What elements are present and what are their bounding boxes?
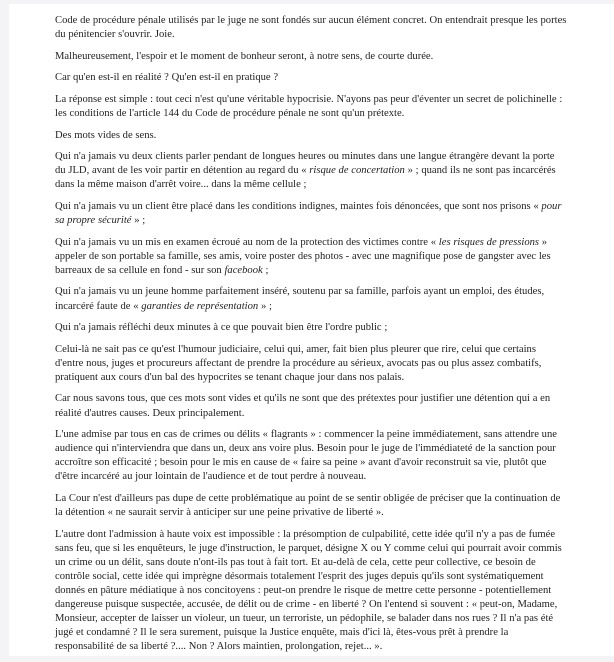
- paragraph: [55, 428, 567, 484]
- italic-text-run: pour sa propre sécurité: [55, 200, 562, 227]
- text-run: Car nous savons tous, que ces mots sont vides et qu'ils ne sont que des prétextes pour justifier une détention qui a en réalité d'autres causes. Deux principalement.: [55, 393, 551, 419]
- paragraph: [55, 321, 567, 335]
- paragraph: [55, 14, 567, 42]
- italic-text-run: les risques de pressions: [438, 236, 540, 248]
- paragraph: [55, 50, 567, 64]
- text-run: Qui n'a jamais vu un jeune homme parfaitement inséré, soutenu par sa famille, parfois ayant un emploi, des études, incarcéré faute de «: [55, 286, 545, 312]
- paragraph: [55, 236, 567, 278]
- text-run: » appeler de son portable sa famille, ses amis, voire poster des photos - avec une magnifique pose de gangster avec les barreaux de sa cellule en fond - sur son: [55, 236, 551, 276]
- text-run: Qui n'a jamais vu un mis en examen écroué au nom de la protection des victimes contre «: [55, 236, 439, 248]
- paragraph: [55, 71, 567, 85]
- text-run: ;: [262, 264, 269, 276]
- text-run: Qui n'a jamais vu deux clients parler pendant de longues heures ou minutes dans une langue étrangère devant la porte du JLD, avant de les voir partir en détention au regard du «: [55, 151, 555, 177]
- text-run: L'une admise par tous en cas de crimes ou délits « flagrants » : commencer la peine immédiatement, sans attendre une audience qui n'interviendra que dans un, deux ans voire plus. Besoin pour le juge de l'immédiateté de la sanction pour accroître son efficacité ; besoin pour le mis en cause de « faire sa peine » avant d'avoir reconstruit sa vie, plutôt que d'être incarcéré au jour lointain de l'audience et de tout perdre à nouveau.: [55, 429, 557, 483]
- text-run: Car qu'en est-il en réalité ? Qu'en est-il en pratique ?: [55, 72, 279, 84]
- text-run: L'autre dont l'admission à haute voix est impossible : la présomption de culpabilité, cette idée qu'il n'y a pas de fumée sans feu, que si les enquêteurs, le juge d'instruction, le parquet, désigne X ou Y comme celui qui pourrait avoir commis un crime ou un délit, sans doute n'ont-ils pas tout à fait tort. Et au-delà de cela, cette peur collective, ce besoin de contrôle social, cette idée qui imprègne désormais totalement l'esprit des juges depuis qu'ils sont systématiquement donnés en pâture médiatique à nos concitoyens : peut-on prendre le risque de mettre cette personne - potentiellement dangereuse puisque suspectée, accusée, de délit ou de crime - en liberté ? On l'entend si souvent : « peut-on, Madame, Monsieur, accepter de laisser un violeur, un tueur, un terroriste, un pédophile, se balader dans nos rues ? Il n'a pas été jugé et condamné ? Il le sera surement, puisque la Justice enquête, mais d'ici là, êtes-vous prêt à prendre la responsabilité de sa liberté ?.... Non ? Alors maintien, prolongation, rejet... ».: [55, 528, 562, 653]
- italic-text-run: facebook: [224, 264, 263, 276]
- text-run: » ;: [258, 300, 272, 312]
- paragraph: [55, 492, 567, 520]
- paragraph: [55, 285, 567, 313]
- document-body: [55, 14, 567, 662]
- paragraph: [55, 150, 567, 192]
- text-run: Celui-là ne sait pas ce qu'est l'humour judiciaire, celui qui, amer, fait bien plus pleurer que rire, celui que certains d'entre nous, juges et procureurs affectant de prendre la procédure au sérieux, avocats pas ou plus assez combatifs, pratiquent aux cours d'un bal des hypocrites se tenant chaque jour dans nos palais.: [55, 343, 542, 383]
- text-run: » ; quand ils ne sont pas incarcérés dans la même maison d'arrêt voire... dans la même cellule ;: [55, 165, 556, 191]
- paragraph: [55, 343, 567, 385]
- text-run: Code de procédure pénale utilisés par le juge ne sont fondés sur aucun élément concret. On entendrait presque les portes du pénitencier s'ouvrir. Joie.: [55, 15, 567, 41]
- text-run: La réponse est simple : tout ceci n'est qu'une véritable hypocrisie. N'ayons pas peur d'éventer un secret de polichinelle : les conditions de l'article 144 du Code de procédure pénale ne sont qu'un prétexte.: [55, 93, 563, 119]
- text-run: La Cour n'est d'ailleurs pas dupe de cette problématique au point de se sentir obligée de préciser que la continuation de la détention « ne saurait servir à anticiper sur une peine privative de liberté ».: [55, 493, 561, 519]
- paragraph: [55, 528, 567, 655]
- text-run: Qui n'a jamais réfléchi deux minutes à ce que pouvait bien être l'ordre public ;: [55, 322, 388, 334]
- paragraph: [55, 129, 567, 143]
- text-run: Qui n'a jamais vu un client être placé dans les conditions indignes, maintes fois dénoncées, que sont nos prisons «: [55, 200, 542, 212]
- paragraph: [55, 392, 567, 420]
- paragraph: [55, 200, 567, 228]
- text-run: Malheureusement, l'espoir et le moment de bonheur seront, à notre sens, de courte durée.: [55, 50, 434, 62]
- paragraph: [55, 93, 567, 121]
- text-run: Des mots vides de sens.: [55, 129, 157, 141]
- italic-text-run: risque de concertation: [309, 165, 405, 177]
- text-run: » ;: [131, 215, 146, 227]
- italic-text-run: garanties de représentation: [141, 300, 259, 312]
- document-page: [9, 4, 614, 656]
